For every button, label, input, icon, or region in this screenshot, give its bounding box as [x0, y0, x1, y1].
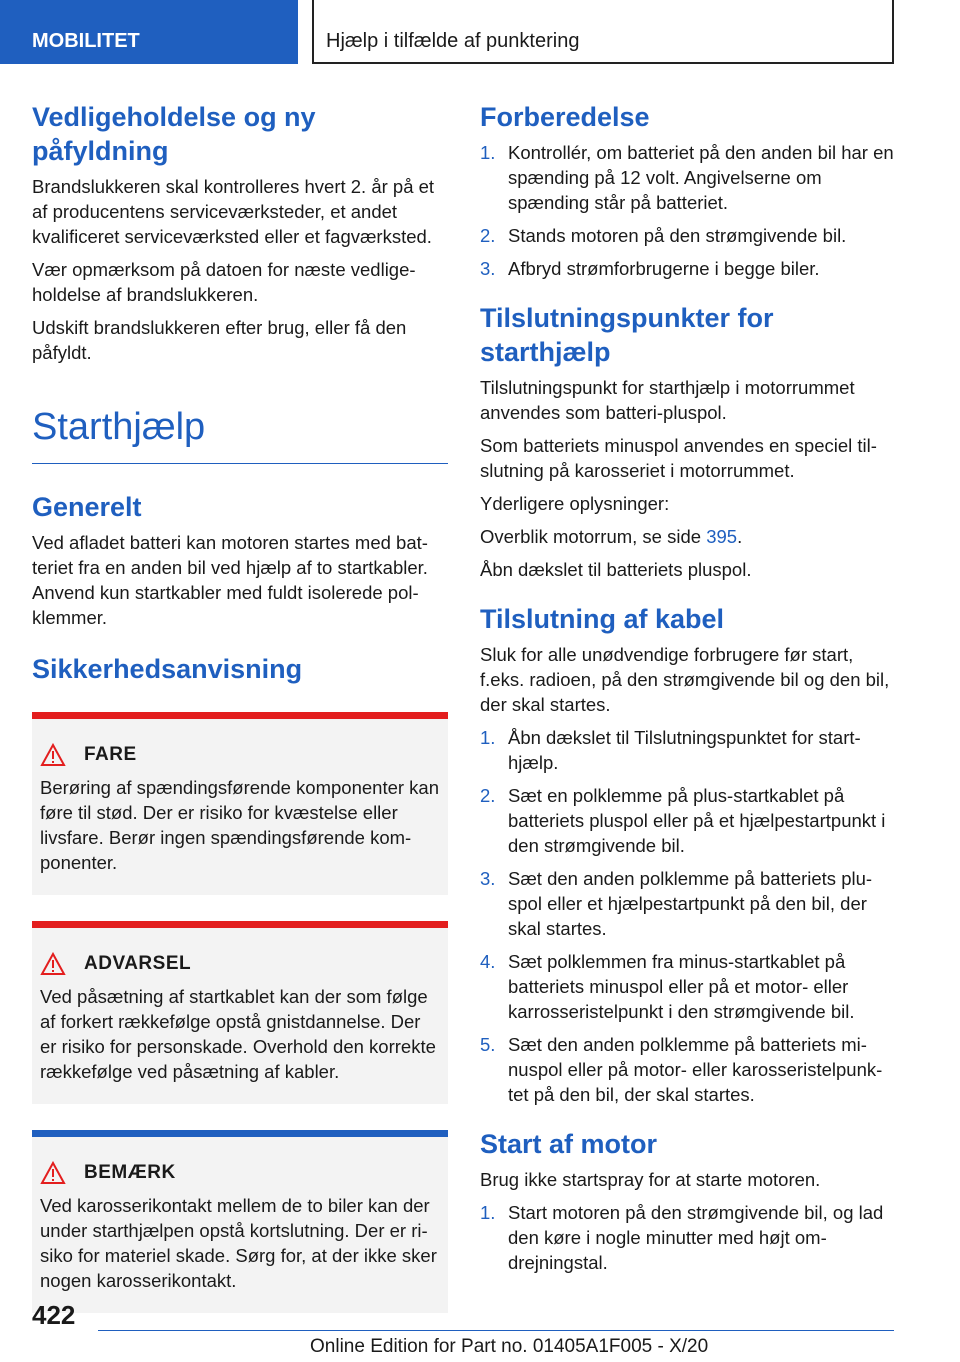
safety-heading: Sikkerhedsanvisning — [32, 654, 303, 684]
step-text: Åbn dækslet til Tilslutningspunktet for starthjælp. — [508, 727, 861, 773]
reference-suffix: . — [737, 526, 743, 547]
starthelp-heading: Starthjælp — [32, 401, 448, 464]
start-motor-paragraph: Brug ikke startspray for at starte motoren. — [480, 1169, 821, 1190]
step-text: Stands motoren på den strømgivende bil. — [508, 225, 847, 246]
page-reference-link[interactable]: 395 — [706, 526, 738, 547]
connection-paragraph-3: Yderligere oplysninger: — [480, 493, 670, 514]
maintenance-paragraph-1: Brandslukkeren skal kontrolleres hvert 2. år på et af producentens serviceværksteder, et andet kvalificeret serviceværksted eller et fagværksted. — [32, 176, 435, 247]
list-item — [480, 140, 896, 215]
page-number: 422 — [32, 1300, 76, 1330]
chapter-label: Hjælp i tilfælde af punktering — [326, 30, 580, 52]
general-paragraph: Ved afladet batteri kan motoren startes med batteriet fra en anden bil ved hjælp af to startkabler. Anvend kun startkabler med fuldt isolerede polklemmer. — [32, 532, 428, 628]
start-motor-steps — [480, 1200, 896, 1275]
step-text: Start motoren på den strømgivende bil, og lad den køre i nogle minutter med højt omdrejningstal. — [508, 1202, 884, 1273]
warning-text: Ved påsætning af startkablet kan der som følge af forkert rækkefølge opstå gnistdannelse. Der er risiko for personskade. Overhold den korrekte rækkefølge ved påsætning af kabler. — [40, 986, 436, 1082]
left-column — [32, 100, 448, 1313]
step-number: 1. — [480, 142, 496, 163]
step-number: 2. — [480, 785, 496, 806]
general-heading: Generelt — [32, 492, 142, 522]
step-number: 5. — [480, 1034, 496, 1055]
warning-triangle-icon — [40, 743, 84, 767]
right-column — [480, 100, 896, 1283]
connection-paragraph-2: Som batteriets minuspol anvendes en speciel tilslutning på karosseriet i motorrummet. — [480, 435, 877, 481]
footer-divider — [98, 1330, 894, 1331]
step-number: 3. — [480, 868, 496, 889]
section-label: MOBILITET — [32, 30, 140, 52]
step-text: Sæt den anden polklemme på batteriets pluspol eller et hjælpestartpunkt på den bil, der skal startes. — [508, 868, 873, 939]
danger-box — [32, 712, 448, 895]
step-text: Sæt polklemmen fra minus-startkablet på batteriets minuspol eller på et motor- eller karrosseristelpunkt i den strømgivende bil. — [508, 951, 855, 1022]
connection-points-heading: Tilslutningspunkter for starthjælp — [480, 303, 774, 367]
cable-heading: Tilslutning af kabel — [480, 604, 725, 634]
list-item — [480, 1200, 896, 1275]
cable-paragraph: Sluk for alle unødvendige forbrugere før start, f.eks. radioen, på den strømgivende bil og den bil, der skal startes. — [480, 644, 890, 715]
danger-title: FARE — [84, 744, 137, 765]
danger-text: Berøring af spændingsførende komponenter kan føre til stød. Der er risiko for kvæstelse eller livsfare. Berør ingen spændingsførende komponenter. — [40, 777, 439, 873]
start-motor-heading: Start af motor — [480, 1129, 658, 1159]
note-text: Ved karosserikontakt mellem de to biler kan der under starthjælpen opstå kortslutning. Der er risiko for materiel skade. Sørg for, at der ikke sker nogen karosserikontakt. — [40, 1195, 437, 1291]
step-number: 4. — [480, 951, 496, 972]
step-text: Afbryd strømforbrugerne i begge biler. — [508, 258, 820, 279]
maintenance-paragraph-2: Vær opmærksom på datoen for næste vedligeholdelse af brandslukkeren. — [32, 259, 416, 305]
connection-paragraph-5: Åbn dækslet til batteriets pluspol. — [480, 559, 752, 580]
danger-header — [40, 743, 440, 767]
maintenance-heading: Vedligeholdelse og ny påfyldning — [32, 102, 316, 166]
note-box — [32, 1130, 448, 1313]
preparation-steps — [480, 140, 896, 281]
step-number: 2. — [480, 225, 496, 246]
list-item — [480, 1032, 896, 1107]
note-header — [40, 1161, 440, 1185]
preparation-heading: Forberedelse — [480, 102, 650, 132]
maintenance-paragraph-3: Udskift brandslukkeren efter brug, eller få den påfyldt. — [32, 317, 407, 363]
connection-paragraph-4 — [480, 524, 896, 549]
step-text: Sæt en polklemme på plus-startkablet på batteriets pluspol eller på et hjælpestartpunkt i den strømgivende bil. — [508, 785, 886, 856]
list-item — [480, 949, 896, 1024]
step-text: Sæt den anden polklemme på batteriets minuspol eller på motor- eller karosseristelpunktet på den bil, der skal startes. — [508, 1034, 883, 1105]
reference-text: Overblik motorrum, se side — [480, 526, 707, 547]
chapter-tab — [312, 0, 894, 64]
cable-steps — [480, 725, 896, 1107]
step-number: 1. — [480, 1202, 496, 1223]
warning-triangle-icon — [40, 1161, 84, 1185]
note-title: BEMÆRK — [84, 1162, 176, 1183]
edition-footer: Online Edition for Part no. 01405A1F005 - X/20 — [310, 1336, 709, 1357]
warning-header — [40, 952, 440, 976]
warning-triangle-icon — [40, 952, 84, 976]
connection-paragraph-1: Tilslutningspunkt for starthjælp i motorrummet anvendes som batteri-pluspol. — [480, 377, 855, 423]
list-item — [480, 866, 896, 941]
step-text: Kontrollér, om batteriet på den anden bil har en spænding på 12 volt. Angivelserne om spænding står på batteriet. — [508, 142, 894, 213]
list-item — [480, 783, 896, 858]
step-number: 3. — [480, 258, 496, 279]
step-number: 1. — [480, 727, 496, 748]
list-item — [480, 725, 896, 775]
warning-title: ADVARSEL — [84, 953, 192, 974]
list-item — [480, 223, 896, 248]
warning-box — [32, 921, 448, 1104]
section-tab — [0, 0, 298, 64]
list-item — [480, 256, 896, 281]
